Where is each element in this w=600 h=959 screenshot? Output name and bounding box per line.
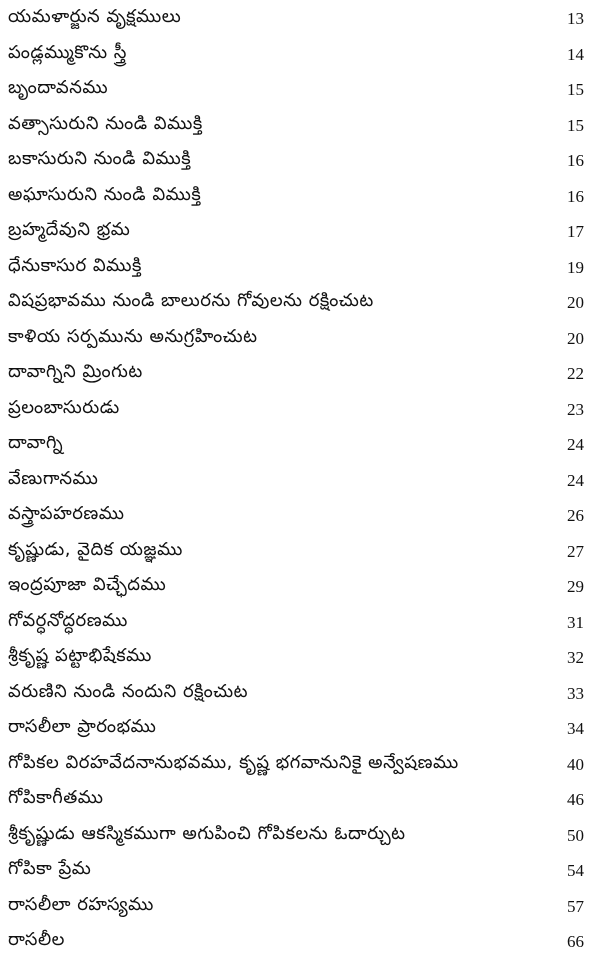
toc-entry-page-number: 26 (567, 506, 584, 525)
toc-entry (0, 570, 600, 604)
toc-entry-title: గోపికల విరహవేదనానుభవము, కృష్ణ భగవానునికై అన్వేషణము (8, 751, 459, 773)
toc-entry (0, 712, 600, 746)
toc-entry-title: విషప్రభావము నుండి బాలురను గోవులను రక్షించుట (8, 290, 374, 311)
toc-entry-page-number: 20 (567, 328, 584, 348)
toc-entry (0, 144, 600, 178)
toc-entry (0, 925, 600, 959)
toc-entry-page-number: 19 (567, 257, 584, 277)
toc-entry (0, 180, 600, 214)
toc-entry-page-number: 27 (567, 541, 584, 561)
toc-entry-title: వత్సాసురుని నుండి విముక్తి (8, 112, 203, 134)
toc-entry (0, 783, 600, 817)
toc-entry-page-number: 15 (567, 115, 584, 135)
toc-entry (0, 819, 600, 853)
toc-entry (0, 641, 600, 675)
toc-entry-page-number: 54 (567, 861, 584, 880)
toc-entry-title: బ్రహ్మదేవుని భ్రమ (8, 219, 131, 240)
toc-entry-page-number: 24 (567, 435, 584, 454)
toc-entry-page-number: 29 (567, 577, 584, 596)
toc-entry-title: వస్త్రాపహరణము (8, 503, 125, 524)
toc-entry-title: దావాగ్నిని మ్రింగుట (8, 361, 143, 382)
toc-entry (0, 428, 600, 462)
toc-entry-page-number: 33 (567, 683, 584, 703)
toc-entry (0, 890, 600, 924)
toc-entry-title: వరుణిని నుండి నందుని రక్షించుట (8, 680, 249, 702)
toc-entry-page-number: 16 (567, 186, 584, 206)
toc-entry (0, 464, 600, 498)
toc-entry-page-number: 46 (567, 790, 584, 809)
toc-entry (0, 38, 600, 72)
toc-entry-page-number: 16 (567, 151, 584, 170)
toc-entry-title: శ్రీకృష్ణుడు ఆకస్మికముగా అగుపించి గోపికలను ఓదార్చుట (8, 822, 406, 844)
toc-entry-title: వేణుగానము (8, 467, 99, 489)
toc-entry-page-number: 40 (567, 754, 584, 774)
toc-entry (0, 251, 600, 285)
toc-entry (0, 393, 600, 427)
toc-entry (0, 215, 600, 249)
toc-entry (0, 677, 600, 711)
toc-entry-title: శ్రీకృష్ణ పట్టాభిషేకము (8, 645, 152, 666)
toc-entry-title: గోపికా ప్రేమ (8, 858, 92, 879)
toc-entry-page-number: 20 (567, 293, 584, 312)
toc-entry (0, 499, 600, 533)
toc-entry (0, 748, 600, 782)
toc-entry-page-number: 50 (567, 825, 584, 845)
toc-entry-page-number: 17 (567, 222, 584, 241)
toc-entry (0, 2, 600, 36)
toc-entry (0, 286, 600, 320)
toc-entry-page-number: 15 (567, 80, 584, 99)
toc-entry (0, 73, 600, 107)
toc-entry (0, 322, 600, 356)
toc-entry-page-number: 14 (567, 44, 584, 64)
toc-entry-title: ఇంద్రపూజా విచ్ఛేదము (8, 574, 167, 595)
toc-entry-page-number: 32 (567, 648, 584, 667)
toc-entry-page-number: 24 (567, 470, 584, 490)
toc-entry-page-number: 31 (567, 612, 584, 632)
toc-entry-page-number: 22 (567, 364, 584, 383)
toc-entry-title: అఘాసురుని నుండి విముక్తి (8, 183, 202, 205)
toc-entry-title: గోవర్ధనోద్ధరణము (8, 609, 128, 631)
toc-entry-title: బృందావనము (8, 77, 109, 98)
toc-entry-page-number: 13 (567, 9, 584, 28)
toc-entry (0, 109, 600, 143)
toc-entry-title: కృష్ణుడు, వైదిక యజ్ఞము (8, 538, 183, 560)
toc-entry-title: పండ్లమ్ముకొను స్త్రీ (8, 41, 127, 63)
toc-entry (0, 535, 600, 569)
toc-entry-title: రాసలీల (8, 929, 65, 950)
toc-entry-page-number: 23 (567, 399, 584, 419)
toc-entry (0, 854, 600, 888)
toc-entry-title: బకాసురుని నుండి విముక్తి (8, 148, 192, 169)
toc-entry-title: కాళియ సర్పమును అనుగ్రహించుట (8, 325, 258, 347)
toc-entry-title: రాసలీలా రహస్యము (8, 893, 154, 915)
toc-entry-title: దావాగ్ని (8, 432, 64, 453)
toc-entry-title: రాసలీలా ప్రారంభము (8, 716, 157, 737)
toc-entry (0, 357, 600, 391)
toc-entry-title: యమళార్జున వృక్షములు (8, 6, 182, 27)
toc-entry-page-number: 66 (567, 932, 584, 951)
toc-entry-title: ధేనుకాసుర విముక్తి (8, 254, 142, 276)
toc-entry-title: గోపికాగీతము (8, 787, 104, 808)
toc-entry (0, 606, 600, 640)
toc-entry-title: ప్రలంబాసురుడు (8, 396, 120, 418)
toc-entry-page-number: 34 (567, 719, 584, 738)
toc-entry-page-number: 57 (567, 896, 584, 916)
